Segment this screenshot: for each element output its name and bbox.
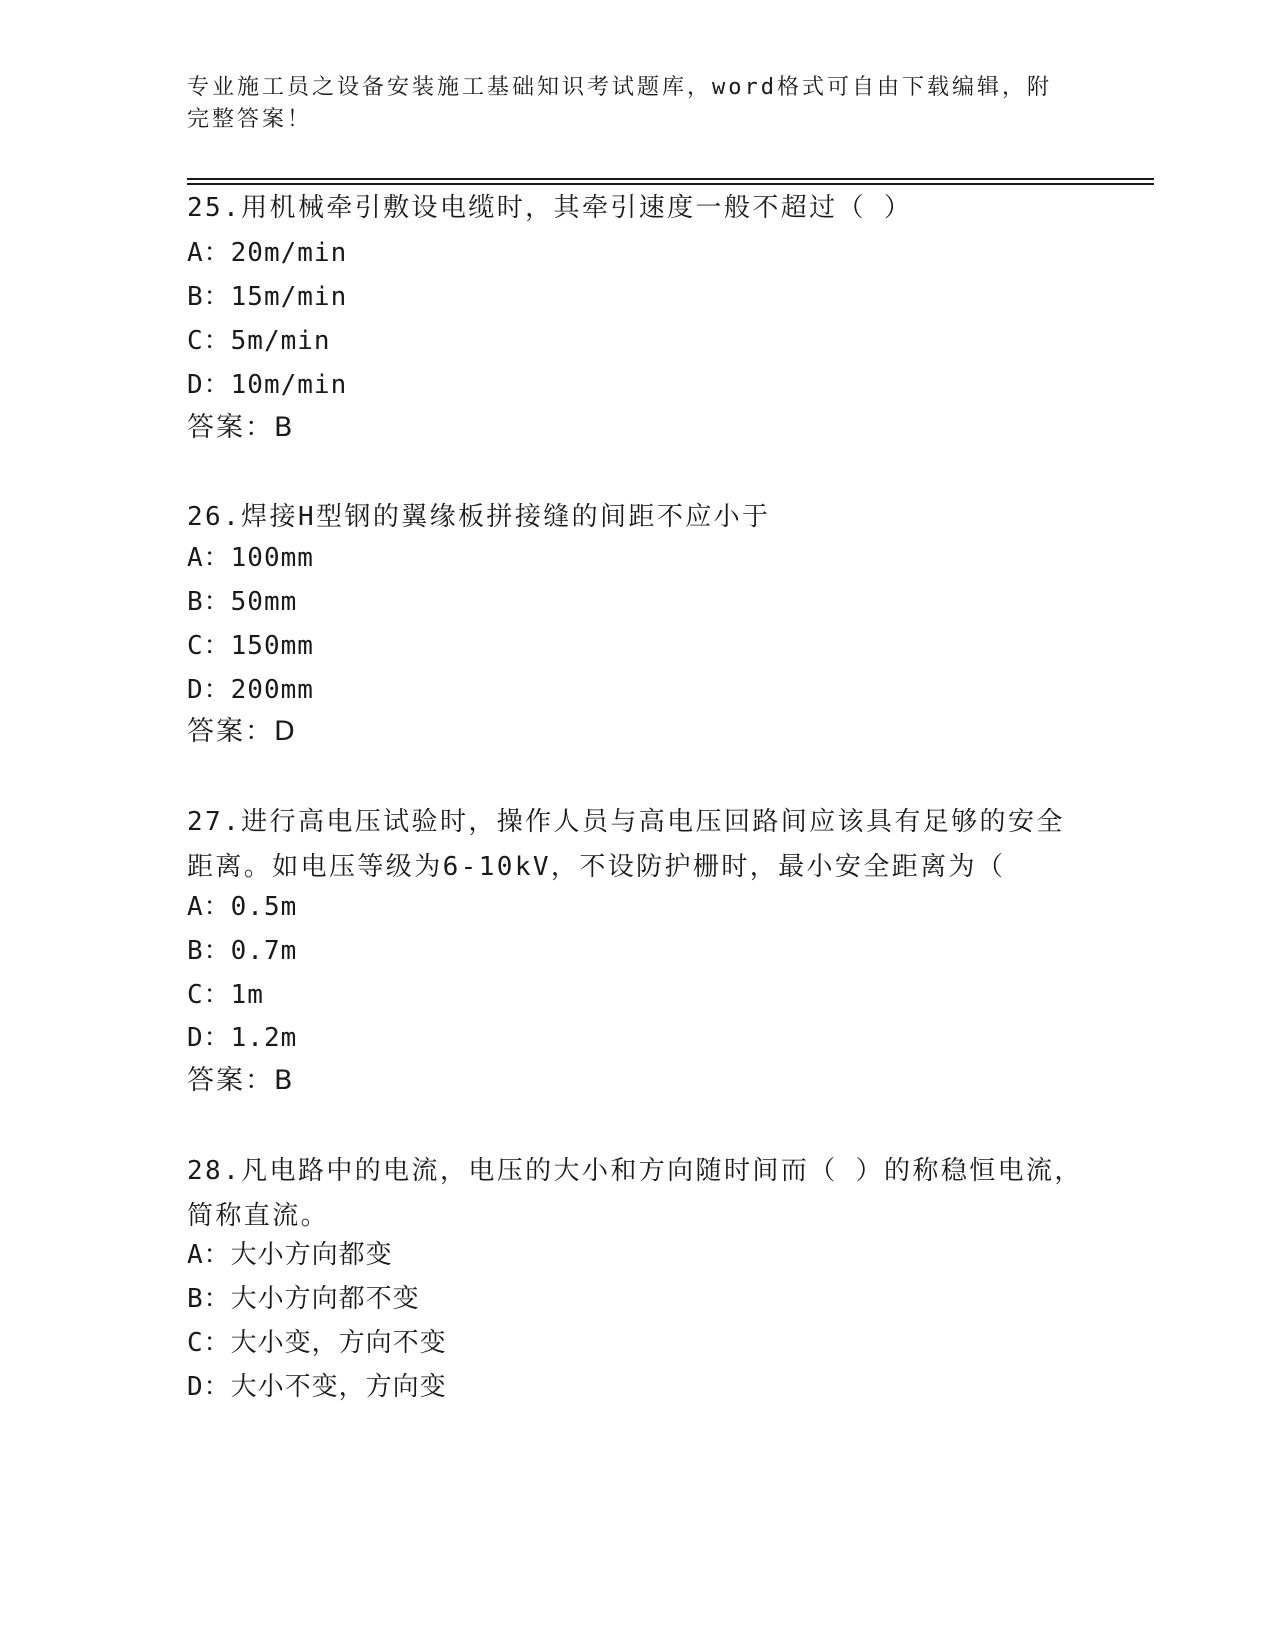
question-26-stem: 26.焊接H型钢的翼缘板拼接缝的间距不应小于 (187, 502, 771, 532)
question-26-answer: 答案：D (187, 716, 297, 747)
question-25-option-a: A：20m/min (187, 238, 348, 268)
question-28-stem: 28.凡电路中的电流，电压的大小和方向随时间而（ ）的称稳恒电流，简称直流。 (187, 1156, 1083, 1231)
question-25-answer: 答案：B (187, 412, 295, 443)
document-header: 专业施工员之设备安装施工基础知识考试题库，word格式可自由下载编辑，附完整答案！ (187, 75, 1052, 132)
question-26-option-c: C：150mm (187, 631, 314, 661)
question-27-option-d: D：1.2m (187, 1023, 298, 1053)
question-27-answer: 答案：B (187, 1065, 295, 1096)
question-28-option-c: C：大小变，方向不变 (187, 1328, 447, 1358)
question-25-option-c: C：5m/min (187, 326, 331, 356)
question-26-option-d: D：200mm (187, 675, 314, 705)
question-28-option-a: A：大小方向都变 (187, 1240, 393, 1270)
question-27-option-a: A：0.5m (187, 892, 298, 922)
question-27-option-c: C：1m (187, 980, 264, 1010)
question-26-option-b: B：50mm (187, 587, 298, 617)
question-28-option-b: B：大小方向都不变 (187, 1284, 420, 1314)
question-25-option-b: B：15m/min (187, 282, 348, 312)
question-25-stem: 25.用机械牵引敷设电缆时，其牵引速度一般不超过（ ） (187, 193, 913, 223)
question-25-option-d: D：10m/min (187, 370, 348, 400)
header-divider-top (187, 178, 1154, 180)
header-divider-bottom (187, 183, 1154, 185)
question-27-stem: 27.进行高电压试验时，操作人员与高电压回路间应该具有足够的安全距离。如电压等级为6-10kV，不设防护栅时，最小安全距离为（ (187, 807, 1065, 882)
question-26-option-a: A：100mm (187, 543, 314, 573)
question-27-option-b: B：0.7m (187, 936, 298, 966)
question-28-option-d: D：大小不变，方向变 (187, 1372, 447, 1402)
